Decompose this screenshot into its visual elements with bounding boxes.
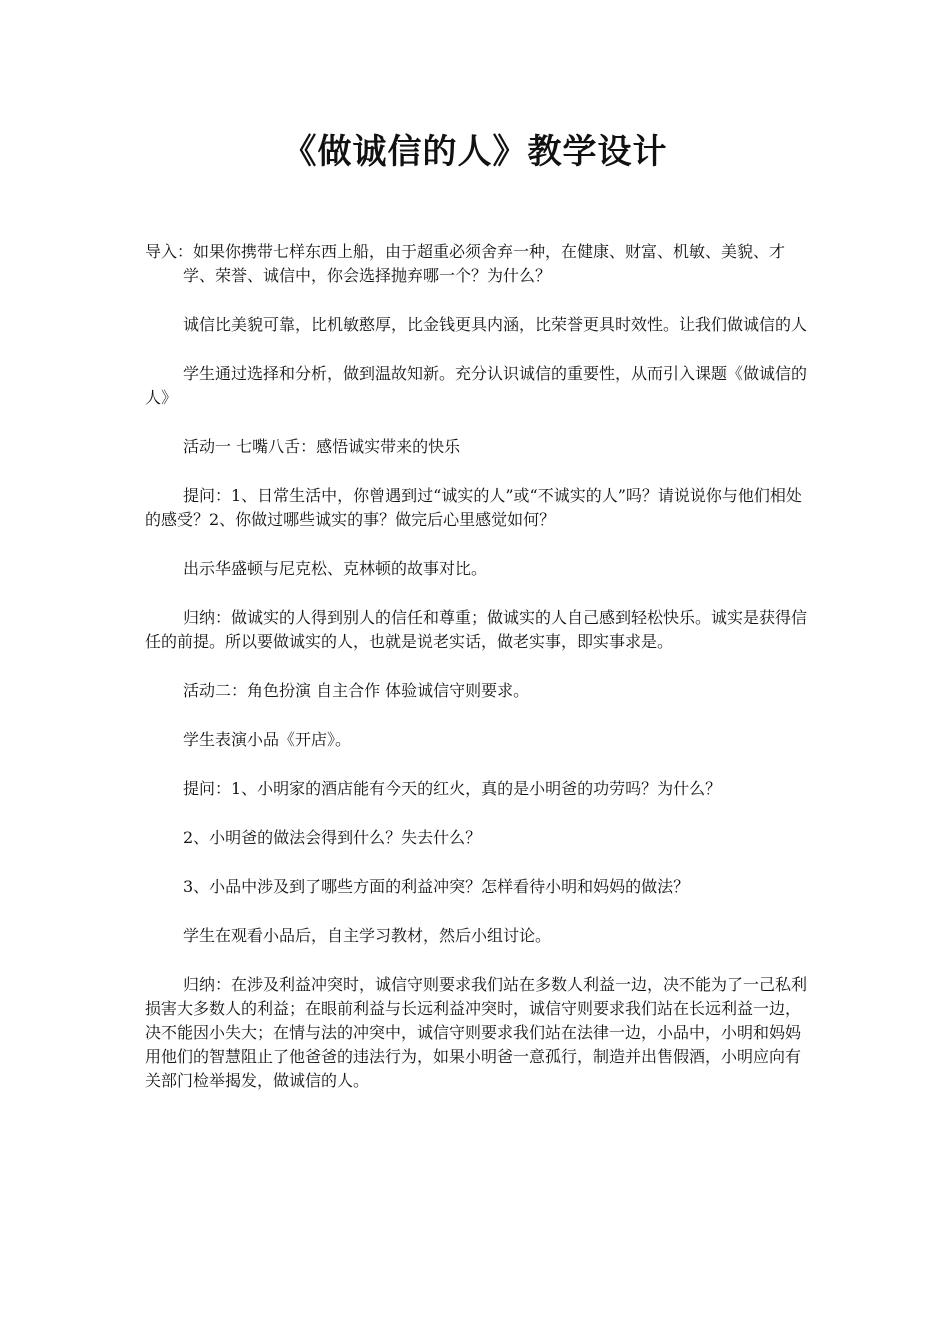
document-title: 《做诚信的人》教学设计 [282,132,668,172]
paragraph-summary-one: 归纳：做诚实的人得到别人的信任和尊重；做诚实的人自己感到轻松快乐。诚实是获得信任的前提。所以要做诚实的人，也就是说老实话，做老实事，即实事求是。 [145,608,808,651]
paragraph-activity-two: 活动二：角色扮演 自主合作 体验诚信守则要求。 [183,681,530,700]
paragraph-summary-two: 归纳：在涉及利益冲突时，诚信守则要求我们站在多数人利益一边，决不能为了一己私利损害大多数人的利益；在眼前利益与长远利益冲突时，诚信守则要求我们站在长远利益一边，决不能因小失大；在情与法的冲突中，诚信守则要求我们站在法律一边，小品中，小明和妈妈用他们的智慧阻止了他爸爸的违法行为，如果小明爸一意孤行，制造并出售假酒，小明应向有关部门检举揭发，做诚信的人。 [145,975,808,1090]
paragraph-student-analysis: 学生通过选择和分析，做到温故知新。充分认识诚信的重要性，从而引入课题《做诚信的人》 [145,364,808,407]
document-body [145,240,810,1118]
paragraph-question-two: 提问：1、小明家的酒店能有今天的红火，真的是小明爸的功劳吗？为什么？ [183,779,722,798]
paragraph-question-one: 提问：1、日常生活中，你曾遇到过“诚实的人”或“不诚实的人”吗？请说说你与他们相处的感受？2、你做过哪些诚实的事？做完后心里感觉如何？ [145,486,802,529]
paragraph-integrity-value: 诚信比美貌可靠，比机敏憨厚，比金钱更具内涵，比荣誉更具时效性。让我们做诚信的人 [183,315,808,334]
paragraph-story-comparison: 出示华盛顿与尼克松、克林顿的故事对比。 [183,559,488,578]
paragraph-activity-one: 活动一 七嘴八舌：感悟诚实带来的快乐 [183,437,461,456]
paragraph-skit: 学生表演小品《开店》。 [183,730,352,749]
paragraph-group-discussion: 学生在观看小品后，自主学习教材，然后小组讨论。 [183,926,552,945]
paragraph-question-three: 2、小明爸的做法会得到什么？失去什么？ [183,828,482,847]
paragraph-question-four: 3、小品中涉及到了哪些方面的利益冲突？怎样看待小明和妈妈的做法？ [183,877,690,896]
paragraph-intro: 导入：如果你携带七样东西上船，由于超重必须舍弃一种，在健康、财富、机敏、美貌、才学、荣誉、诚信中，你会选择抛弃哪一个？为什么？ [145,242,786,285]
